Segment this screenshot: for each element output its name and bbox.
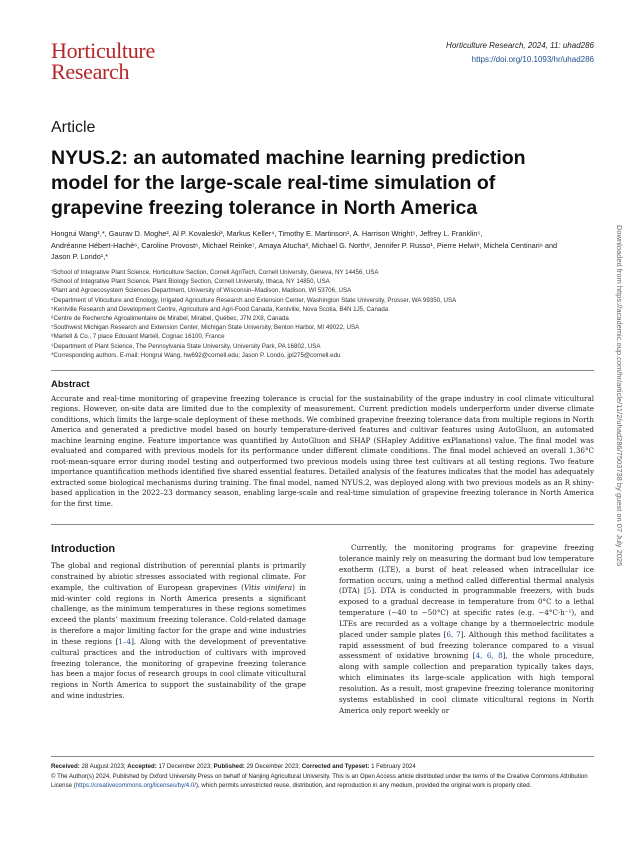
section-heading-introduction: Introduction (51, 543, 116, 555)
affiliation-item: ⁵Kentville Research and Development Centre, Agriculture and Agri-Food Canada, Kentville, Nova Scotia, B4N 1J5, Canada (51, 305, 389, 313)
affiliation-item: ⁶Centre de Recherche Agroalimentaire de Mirabel, Mirabel, Québec, J7N 2X8, Canada (51, 315, 289, 323)
publication-footer (51, 762, 596, 791)
abstract-heading: Abstract (51, 379, 90, 390)
divider (51, 524, 594, 525)
received-date: 28 August 2023; (81, 763, 126, 770)
author-line[interactable]: Andréanne Hébert-Haché⁶, Caroline Provost⁶, Michael Reinke⁷, Amaya Atucha³, Michael G. North⁸, Jennifer P. Russo¹, Pierre Helwi⁸, Michela Centinari⁹ and (51, 240, 558, 250)
article-type: Article (51, 119, 96, 136)
body-text: ]. Along with the development of preventative cultural practices and the introduction of cultivars with improved freezing tolerance, the monitoring of grapevine freezing tolerance has been a major focus of research groups in cool climate viticultural regions in North America to support the sustainability of the grape and wine industries. (51, 636, 306, 701)
download-notice (615, 225, 625, 625)
body-column-left (51, 561, 306, 702)
body-text: ], the whole procedure, along with sample collection and preparation typically takes days, which eliminates its large-scale application with high temporal resolution. As a result, most grapevine freezing tolerance monitoring systems established in cool climate viticultural regions in North America only report weekly or (339, 651, 594, 715)
publication-dates (51, 762, 596, 772)
affiliation-item: ⁷Southwest Michigan Research and Extension Center, Michigan State University, Benton Harbor, MI 49022, USA (51, 324, 360, 332)
divider (51, 370, 594, 371)
affiliation-item: ²School of Integrative Plant Science, Plant Biology Section, Cornell University, Ithaca, NY 14850, USA (51, 278, 330, 286)
accepted-label: Accepted: (127, 763, 157, 770)
citation-link[interactable]: 1–4 (118, 636, 132, 646)
citation-link[interactable]: 6, 7 (446, 629, 461, 639)
author-list (51, 228, 591, 263)
affiliation-item: ⁴Department of Viticulture and Enology, Irrigated Agriculture Research and Extension Center, Washington State University, Prosser, WA 99350, USA (51, 296, 457, 304)
journal-logo[interactable] (51, 40, 155, 82)
corresponding-authors[interactable]: *Corresponding authors. E-mail: Hongrui Wang, hw692@cornell.edu; Jason P. Londo, jpl275@cornell.edu (51, 351, 341, 359)
body-text: ]. Although this method facilitates a rapid assessment of bud freezing tolerance compared to a visual assessment of oxidative browning [ (339, 629, 594, 661)
affiliation-item: ¹School of Integrative Plant Science, Horticulture Section, Cornell AgriTech, Cornell University, Geneva, NY 14456, USA (51, 269, 379, 276)
copyright-text: © The Author(s) 2024. Published by Oxford University Press on behalf of Nanjing Agricultural University. This is an Open Access article distributed under the terms of the Creative Commons Attribution License ( (51, 772, 588, 790)
species-name: Vitis vinifera (243, 582, 293, 592)
license-link[interactable]: https://creativecommons.org/licenses/by/4.0/ (75, 782, 196, 790)
copyright-text: ), which permits unrestricted reuse, distribution, and reproduction in any medium, provided the original work is properly cited. (195, 782, 532, 790)
accepted-date: 17 December 2023; (158, 763, 212, 770)
article-title: NYUS.2: an automated machine learning prediction model for the large-scale real-time simulation of grapevine freezing tolerance in North America (51, 147, 526, 219)
affiliations (51, 268, 596, 360)
affiliation-item: ⁹Department of Plant Science, The Pennsylvania State University, University Park, PA 16802, USA (51, 342, 321, 350)
published-label: Published: (213, 763, 245, 770)
logo-line-1: Horticulture (51, 38, 155, 63)
download-notice-text: Downloaded from https://academic.oup.com/hr/article/11/2/uhad286/7503738 by guest on 07 July 2025 (615, 225, 624, 567)
corrected-date: 1 February 2024 (371, 763, 416, 770)
affiliation-item: ³Plant and Agroecosystem Sciences Department, University of Wisconsin–Madison, Madison, WI 53706, USA (51, 287, 352, 295)
published-date: 29 December 2023; (246, 763, 301, 770)
journal-citation: Horticulture Research, 2024, 11: uhad286 (446, 41, 594, 50)
body-text: ]. DTA is conducted in programmable freezers, with buds exposed to a gradual decrease in temperature from 0°C to a lethal temperature (−40 to −50°C) at specific rates (e.g. −4°C·h⁻¹), and LTEs are recorded as a voltage change by a thermoelectric module placed under sample plates [ (339, 586, 594, 639)
footer-divider (51, 756, 594, 757)
logo-line-2: Research (51, 59, 130, 84)
doi-link[interactable]: https://doi.org/10.1093/hr/uhad286 (471, 55, 594, 64)
body-text: ) in mid-winter cold regions in North America presents a significant challenge, as the minimum temperatures in these regions sometimes exceed the plants’ maximum freezing tolerance. Cold-related damage is therefore a major limiting factor for the grape and wine industries in these regions [ (51, 582, 306, 646)
body-text: The global and regional distribution of perennial plants is primarily constrained by abiotic stresses associated with regional climate. For example, the cultivation of European grapevines ( (51, 561, 306, 592)
received-label: Received: (51, 763, 80, 770)
author-line[interactable]: Jason P. Londo¹,* (51, 252, 109, 261)
abstract-text: Accurate and real-time monitoring of grapevine freezing tolerance is crucial for the sustainability of the grape industry in cool climate viticultural regions. However, on-site data are limited due to the complexity of measurement. Current prediction models underperform under diverse climate conditions, which limits the large-scale deployment of these methods. We combined grapevine freezing tolerance data from multiple regions in North America and generated a predictive model based on hourly temperature-derived features and cultivar features using AutoGluon, an automated machine learning engine. Feature importance was quantified by AutoGluon and SHAP (SHapley Additive exPlanations) value. The final model was evaluated and compared with previous models for its performance under different climate conditions. The final model achieved an overall 1.36°C root-mean-square error during model testing and outperformed two previous models using three test cultivars at all testing regions. Two feature importance quantification methods identified five shared essential features. Detailed analysis of the features indicates that the model has adequately extracted some biological mechanisms during training. The final model, named NYUS.2, was deployed along with two previous models as an R shiny-based application in the 2022–23 dormancy season, enabling large-scale and real-time simulation of grapevine freezing tolerance in North America for the first time. (51, 394, 594, 508)
body-column-right (339, 543, 594, 717)
affiliation-item: ⁸Martell & Co., 7 place Edouard Martell, Cognac 16100, France (51, 333, 225, 341)
author-line[interactable]: Hongrui Wang¹,*, Gaurav D. Moghe², Al P. Kovaleski³, Markus Keller⁴, Timothy E. Martinson¹, A. Harrison Wright⁵, Jeffrey L. Franklin⁵, (51, 229, 483, 238)
citation-link[interactable]: 5 (366, 586, 372, 596)
citation-link[interactable]: 4, 6, 8 (475, 651, 503, 661)
copyright-notice (51, 772, 596, 791)
body-text: Currently, the monitoring programs for grapevine freezing tolerance mainly rely on measuring the dormant bud low temperature exotherm (LTE), a burst of heat released when intracellular ice formation occurs, using a method called differential thermal analysis (DTA) [ (339, 543, 594, 596)
corrected-label: Corrected and Typeset: (301, 763, 370, 770)
